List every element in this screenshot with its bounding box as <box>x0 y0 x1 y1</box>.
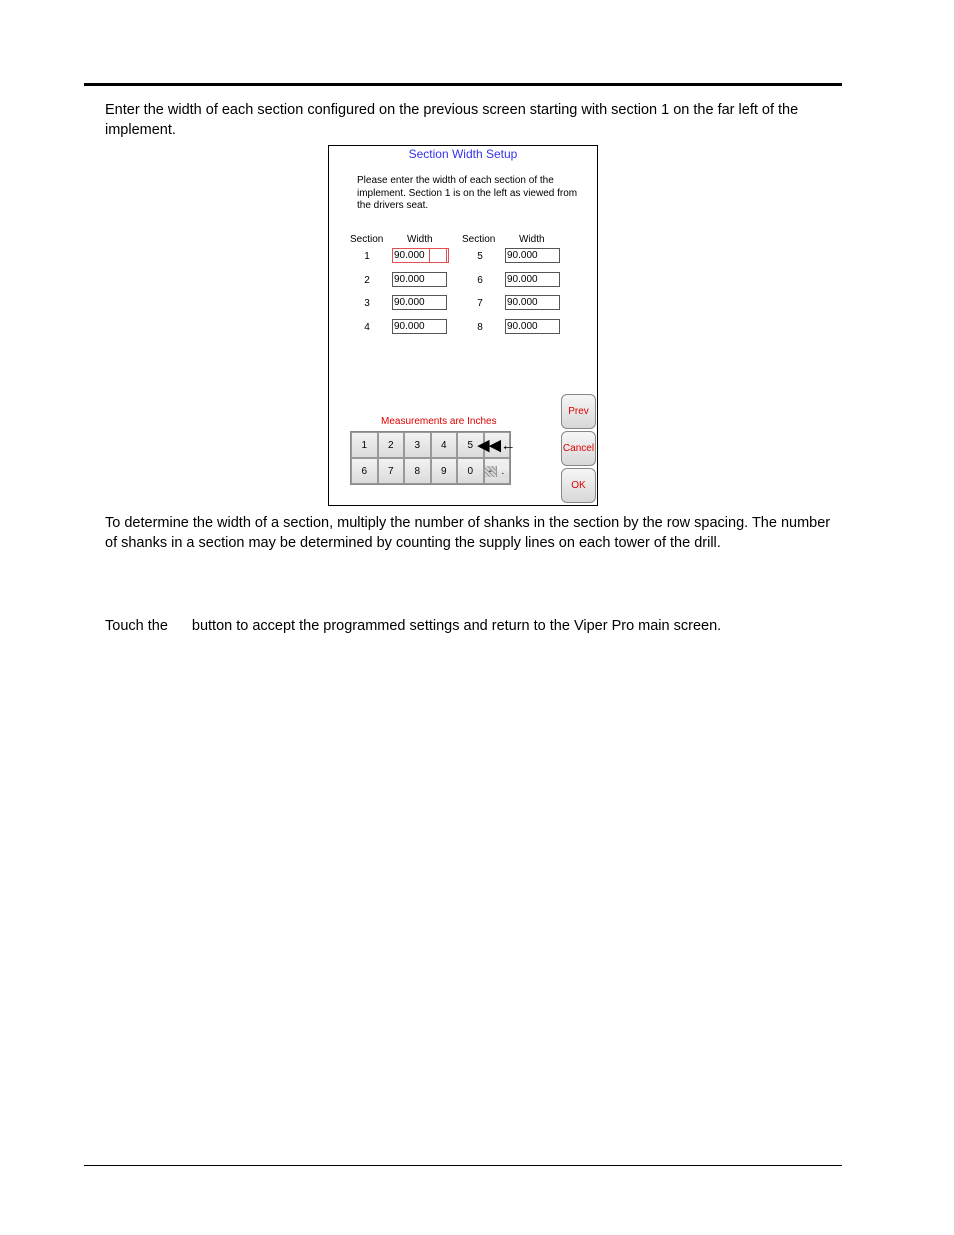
section-width-input[interactable]: 90.000 <box>392 319 447 334</box>
section-width-input[interactable]: 90.000 <box>392 295 447 310</box>
key-3[interactable]: 3 <box>404 432 431 458</box>
width-header-left: Width <box>407 234 433 245</box>
screen-instructions: Please enter the width of each section of the implement. Section 1 is on the left as viewed from the drivers seat. <box>357 175 578 211</box>
key-0[interactable]: 0 <box>457 458 484 484</box>
double-left-arrow-icon: ◀◀ <box>477 437 501 454</box>
key-minus[interactable]: - <box>485 466 497 477</box>
prev-button[interactable]: Prev <box>561 394 596 429</box>
section-width-input[interactable]: 90.000 <box>392 272 447 287</box>
section-number: 8 <box>477 322 483 333</box>
section-width-input[interactable]: 90.000 <box>392 248 447 263</box>
key-2[interactable]: 2 <box>378 432 405 458</box>
section-width-input[interactable]: 90.000 <box>505 272 560 287</box>
ok-button[interactable]: OK <box>561 468 596 503</box>
section-number: 2 <box>364 275 370 286</box>
backspace-arrow-icon: ← <box>500 436 516 454</box>
section-width-setup-screen <box>328 145 598 506</box>
footer-rule <box>84 1165 842 1166</box>
key-6[interactable]: 6 <box>351 458 378 484</box>
section-number: 6 <box>477 275 483 286</box>
section-number: 5 <box>477 251 483 262</box>
units-label: Measurements are Inches <box>381 416 497 427</box>
key-7[interactable]: 7 <box>378 458 405 484</box>
section-number: 7 <box>477 298 483 309</box>
key-dot[interactable]: . <box>497 466 509 477</box>
touch-ok-paragraph <box>105 616 845 636</box>
touch-post-text: button to accept the programmed settings and return to the Viper Pro main screen. <box>191 618 722 634</box>
cancel-button[interactable]: Cancel <box>561 431 596 466</box>
key-8[interactable]: 8 <box>404 458 431 484</box>
screen-title: Section Width Setup <box>408 147 518 161</box>
touch-pre-text: Touch the <box>105 618 168 634</box>
clear-backspace-key[interactable] <box>477 432 516 458</box>
numeric-keypad <box>350 431 516 485</box>
key-9[interactable]: 9 <box>431 458 458 484</box>
section-width-input[interactable]: 90.000 <box>505 295 560 310</box>
section-header-right: Section <box>462 234 496 245</box>
width-header-right: Width <box>519 234 545 245</box>
section-number: 4 <box>364 322 370 333</box>
section-header-left: Section <box>350 234 384 245</box>
section-width-input[interactable]: 90.000 <box>505 248 560 263</box>
key-1[interactable]: 1 <box>351 432 378 458</box>
section-number: 1 <box>364 251 370 262</box>
key-4[interactable]: 4 <box>431 432 458 458</box>
explain-paragraph: To determine the width of a section, multiply the number of shanks in the section by the row spacing. The number of shanks in a section may be determined by counting the supply lines on each tower of the drill. <box>105 515 831 551</box>
intro-paragraph: Enter the width of each section configured on the previous screen starting with section 1 on the far left of the implement. <box>105 102 799 138</box>
key-5[interactable]: 5 <box>457 432 484 458</box>
section-number: 3 <box>364 298 370 309</box>
minus-dot-keys <box>484 458 511 484</box>
section-width-input[interactable]: 90.000 <box>505 319 560 334</box>
header-rule <box>84 83 842 86</box>
input-cursor <box>429 248 449 263</box>
